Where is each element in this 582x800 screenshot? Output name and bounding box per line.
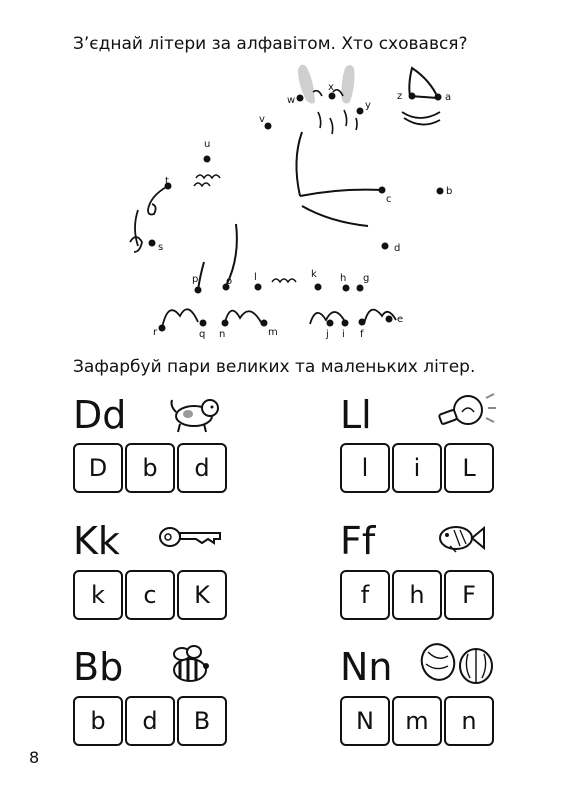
puzzle-dot-x[interactable] <box>329 93 336 100</box>
dot-label: r <box>153 327 158 338</box>
dot-label: m <box>268 327 278 338</box>
letter-box[interactable]: c <box>125 570 175 620</box>
dot-label: k <box>311 269 317 280</box>
letter-box-row-dd <box>73 443 227 493</box>
puzzle-dot-e[interactable] <box>386 316 393 323</box>
puzzle-dot-w[interactable] <box>297 95 304 102</box>
letter-box[interactable]: f <box>340 570 390 620</box>
dot-label: z <box>397 91 403 102</box>
puzzle-dot-a[interactable] <box>435 94 442 101</box>
puzzle-dot-d[interactable] <box>382 243 389 250</box>
letter-pair-title-bb: Bb <box>73 645 124 689</box>
dot-label: c <box>386 194 392 205</box>
letter-box[interactable]: K <box>177 570 227 620</box>
ear-tip-drawing <box>402 68 440 125</box>
bee-icon <box>168 644 214 686</box>
letter-pair-title-kk: Kk <box>73 519 120 563</box>
letter-box-row-kk <box>73 570 227 620</box>
letter-pair-title-ff: Ff <box>340 519 376 563</box>
letter-box[interactable]: m <box>392 696 442 746</box>
whiskers-drawing <box>318 110 357 134</box>
letter-box[interactable]: k <box>73 570 123 620</box>
dot-label: s <box>158 242 164 253</box>
puzzle-dot-s[interactable] <box>149 240 156 247</box>
puzzle-dot-l[interactable] <box>255 284 262 291</box>
rabbit-ears-drawing <box>298 65 355 104</box>
puzzle-dot-y[interactable] <box>357 108 364 115</box>
dot-label: e <box>397 314 404 325</box>
letter-box[interactable]: b <box>73 696 123 746</box>
puzzle-dot-z[interactable] <box>409 93 416 100</box>
rabbit-body-drawing <box>198 132 382 290</box>
nuts-icon <box>418 640 498 686</box>
letter-box[interactable]: d <box>125 696 175 746</box>
dot-label: u <box>204 139 211 150</box>
dot-label: o <box>226 276 233 287</box>
letter-box[interactable]: l <box>340 443 390 493</box>
dot-label: f <box>360 329 364 340</box>
puzzle-dot-h[interactable] <box>343 285 350 292</box>
fish-icon <box>434 522 486 554</box>
dot-label: l <box>254 272 257 283</box>
dot-to-dot-puzzle <box>0 0 582 350</box>
dot-label: y <box>365 100 371 111</box>
puzzle-dot-g[interactable] <box>357 285 364 292</box>
puzzle-dot-r[interactable] <box>159 325 166 332</box>
dot-label: a <box>445 92 452 103</box>
dot-label: t <box>165 176 169 187</box>
puzzle-dot-c[interactable] <box>379 187 386 194</box>
puzzle-dot-n[interactable] <box>222 320 229 327</box>
dot-label: n <box>219 329 226 340</box>
letter-box[interactable]: F <box>444 570 494 620</box>
puzzle-dot-i[interactable] <box>342 320 349 327</box>
dot-label: w <box>287 95 296 106</box>
letter-box[interactable]: n <box>444 696 494 746</box>
letter-box-row-ll <box>340 443 494 493</box>
instruction-connect-dots: З’єднай літери за алфавітом. Хто сховався? <box>73 34 468 54</box>
puzzle-dot-m[interactable] <box>261 320 268 327</box>
puzzle-dot-u[interactable] <box>204 156 211 163</box>
letter-box[interactable]: d <box>177 443 227 493</box>
dot-label: g <box>363 273 370 284</box>
letter-box[interactable]: h <box>392 570 442 620</box>
dot-label: d <box>394 243 401 254</box>
letter-box[interactable]: L <box>444 443 494 493</box>
letter-box-row-nn <box>340 696 494 746</box>
dot-label: v <box>259 114 265 125</box>
letter-pair-title-dd: Dd <box>73 393 127 437</box>
puzzle-dot-k[interactable] <box>315 284 322 291</box>
dot-label: q <box>199 329 206 340</box>
instruction-color-pairs: Зафарбуй пари великих та маленьких літер. <box>73 357 476 377</box>
puppy-icon <box>166 392 222 434</box>
dot-label: x <box>328 82 334 93</box>
letter-box[interactable]: B <box>177 696 227 746</box>
dot-label: p <box>192 274 199 285</box>
puzzle-dot-v[interactable] <box>265 123 272 130</box>
dot-label: b <box>446 186 453 197</box>
dot-label: h <box>340 273 347 284</box>
puzzle-dot-b[interactable] <box>437 188 444 195</box>
letter-box[interactable]: N <box>340 696 390 746</box>
dot-label: j <box>326 329 329 340</box>
letter-box[interactable]: D <box>73 443 123 493</box>
puzzle-dot-f[interactable] <box>359 319 366 326</box>
key-icon <box>158 524 224 550</box>
lightbulb-icon <box>426 392 498 432</box>
letter-pair-title-nn: Nn <box>340 645 393 689</box>
letter-box[interactable]: b <box>125 443 175 493</box>
page-number: 8 <box>29 748 40 767</box>
letter-box-row-bb <box>73 696 227 746</box>
puzzle-dot-q[interactable] <box>200 320 207 327</box>
puzzle-dot-p[interactable] <box>195 287 202 294</box>
puzzle-dot-j[interactable] <box>327 320 334 327</box>
letter-box-row-ff <box>340 570 494 620</box>
fur-tufts-drawing <box>194 175 296 282</box>
letter-box[interactable]: i <box>392 443 442 493</box>
letter-pair-title-ll: Ll <box>340 393 372 437</box>
dot-label: i <box>342 329 345 340</box>
